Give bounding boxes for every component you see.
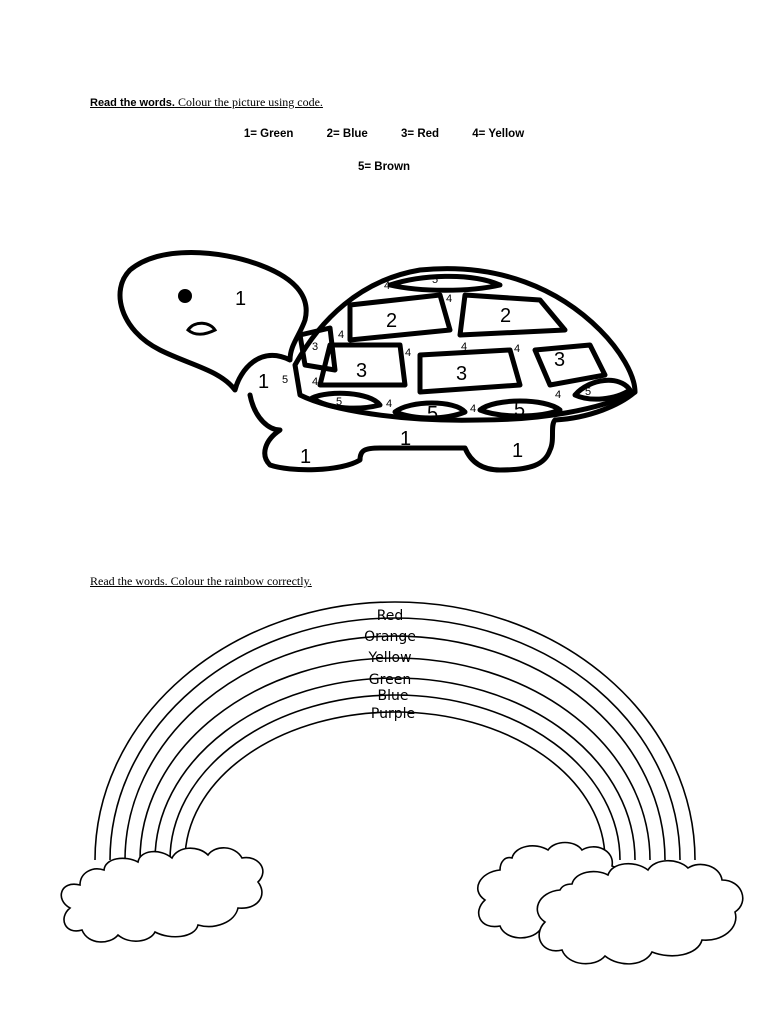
shell-plate-3b <box>420 350 520 392</box>
rainbow-arc-2 <box>110 618 680 860</box>
key-yellow: 4= Yellow <box>472 128 525 140</box>
band-label-blue: Blue <box>377 688 409 704</box>
label-four-9: 4 <box>470 403 477 415</box>
key-red: 3= Red <box>401 128 440 140</box>
label-shell-5a: 5 <box>336 396 343 408</box>
label-leg-back: 1 <box>300 446 312 468</box>
instruction-text: Colour the picture using code. <box>174 95 323 109</box>
band-label-orange: Orange <box>364 629 416 645</box>
label-shell-top: 5 <box>432 274 439 286</box>
label-shell-3d: 3 <box>312 341 319 353</box>
key-brown: 5= Brown <box>357 161 411 173</box>
label-neck: 1 <box>258 371 270 393</box>
label-shell-5b: 5 <box>427 403 439 425</box>
label-belly: 1 <box>400 428 412 450</box>
instruction-lead: Read the words. <box>90 97 175 109</box>
label-four-1: 4 <box>384 280 391 292</box>
label-shell-2a: 2 <box>386 310 398 332</box>
label-four-7: 4 <box>312 376 319 388</box>
shell-plate-2b <box>460 295 565 335</box>
rainbow-arc-3 <box>125 636 665 860</box>
label-shell-3c: 3 <box>554 349 566 371</box>
turtle-head-outline <box>120 253 306 391</box>
label-four-4: 4 <box>405 347 412 359</box>
key-green: 1= Green <box>243 128 294 140</box>
label-shell-5d: 5 <box>585 386 592 398</box>
label-leg-front: 1 <box>512 440 524 462</box>
label-shell-5c: 5 <box>514 399 526 421</box>
band-label-green: Green <box>368 672 412 688</box>
label-shell-3b: 3 <box>456 363 468 385</box>
shell-plate-top <box>390 276 500 290</box>
label-four-8: 4 <box>386 398 393 410</box>
label-four-6: 4 <box>514 343 521 355</box>
label-shell-3a: 3 <box>356 360 368 382</box>
turtle-eye <box>178 289 192 303</box>
band-label-red: Red <box>376 608 404 624</box>
cloud-right-back <box>478 843 625 938</box>
band-label-yellow: Yellow <box>368 650 412 666</box>
cloud-right-front <box>537 861 742 964</box>
instruction-rainbow <box>90 574 312 589</box>
key-blue: 2= Blue <box>326 128 368 140</box>
label-shell-5e: 5 <box>282 374 289 386</box>
shell-plate-3c <box>535 345 605 385</box>
rainbow-arc-6 <box>170 695 620 860</box>
rainbow-arc-4 <box>140 658 650 860</box>
label-four-10: 4 <box>555 389 562 401</box>
turtle-mouth <box>188 323 215 334</box>
band-label-purple: Purple <box>370 706 416 722</box>
instruction-rainbow-text: Read the words. Colour the rainbow correctly. <box>90 574 312 588</box>
rainbow-arc-7 <box>185 712 605 860</box>
label-head: 1 <box>235 288 247 310</box>
label-four-3: 4 <box>338 329 345 341</box>
rainbow-arc-1 <box>95 602 695 860</box>
cloud-left <box>61 848 263 942</box>
label-four-2: 4 <box>446 293 453 305</box>
shell-plate-5d <box>575 380 630 399</box>
label-four-5: 4 <box>461 341 468 353</box>
rainbow-arc-5 <box>155 678 635 860</box>
shell-plate-2a <box>350 293 453 340</box>
label-shell-2b: 2 <box>500 305 512 327</box>
